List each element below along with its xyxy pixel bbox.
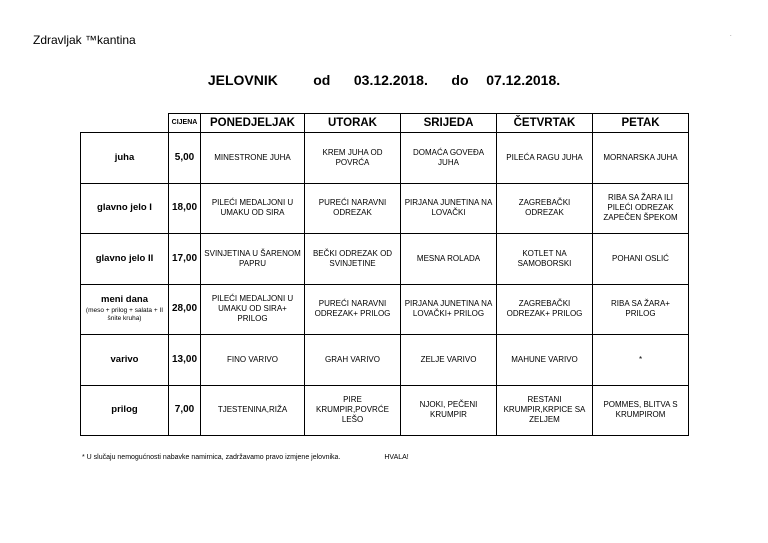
price-cell: 7,00: [169, 385, 201, 436]
dish-cell: FINO VARIVO: [201, 335, 305, 386]
category-cell: [81, 385, 169, 436]
price-cell: 18,00: [169, 183, 201, 234]
category-name: prilog: [111, 404, 138, 416]
table-row: [81, 133, 689, 184]
footnote-text: * U slučaju nemogućnosti nabavke namirnica, zadržavamo pravo izmjene jelovnika.: [82, 454, 341, 461]
dish-cell: POMMES, BLITVA S KRUMPIROM: [593, 385, 689, 436]
price-column-header: CIJENA: [169, 114, 201, 133]
category-cell: [81, 234, 169, 285]
category-name: glavno jelo II: [95, 252, 154, 264]
menu-title: [0, 72, 768, 88]
date-from-label: od: [313, 72, 331, 88]
table-row: [81, 234, 689, 285]
day-header-thursday: ČETVRTAK: [497, 114, 593, 133]
dish-cell: PILEĆA RAGU JUHA: [497, 133, 593, 184]
dish-cell: TJESTENINA,RIŽA: [201, 385, 305, 436]
dish-cell: RIBA SA ŽARA+ PRILOG: [593, 284, 689, 335]
dish-cell: KOTLET NA SAMOBORSKI: [497, 234, 593, 285]
day-header-friday: PETAK: [593, 114, 689, 133]
price-cell: 17,00: [169, 234, 201, 285]
table-row: [81, 183, 689, 234]
organization-name: Zdravljak ™kantina: [33, 33, 136, 47]
day-header-monday: PONEDJELJAK: [201, 114, 305, 133]
dish-cell: DOMAĆA GOVEĐA JUHA: [401, 133, 497, 184]
footnote-thanks: HVALA!: [384, 454, 409, 461]
category-name: glavno jelo I: [97, 202, 152, 214]
empty-header-cell: [81, 114, 169, 133]
date-from: 03.12.2018.: [353, 72, 428, 88]
category-cell: [81, 183, 169, 234]
dish-cell: GRAH VARIVO: [305, 335, 401, 386]
dish-cell: PIRJANA JUNETINA NA LOVAČKI+ PRILOG: [401, 284, 497, 335]
category-subtitle: (meso + prilog + salata + II šnite kruha): [85, 306, 164, 323]
day-header-tuesday: UTORAK: [305, 114, 401, 133]
dish-cell: KREM JUHA OD POVRĆA: [305, 133, 401, 184]
category-cell: [81, 335, 169, 386]
dish-cell: PIRJANA JUNETINA NA LOVAČKI: [401, 183, 497, 234]
dish-cell: ZAGREBAČKI ODREZAK+ PRILOG: [497, 284, 593, 335]
category-cell: [81, 284, 169, 335]
date-to-label: do: [451, 72, 469, 88]
dish-cell: MESNA ROLADA: [401, 234, 497, 285]
dish-cell: ZELJE VARIVO: [401, 335, 497, 386]
table-row: [81, 335, 689, 386]
dish-cell: MORNARSKA JUHA: [593, 133, 689, 184]
dish-cell: BEČKI ODREZAK OD SVINJETINE: [305, 234, 401, 285]
menu-table: [80, 113, 689, 436]
dish-cell: *: [593, 335, 689, 386]
date-to: 07.12.2018.: [486, 72, 561, 88]
category-cell: [81, 133, 169, 184]
dish-cell: NJOKI, PEČENI KRUMPIR: [401, 385, 497, 436]
table-row: [81, 385, 689, 436]
dish-cell: MAHUNE VARIVO: [497, 335, 593, 386]
price-cell: 5,00: [169, 133, 201, 184]
price-cell: 28,00: [169, 284, 201, 335]
dish-cell: MINESTRONE JUHA: [201, 133, 305, 184]
dish-cell: PILEĆI MEDALJONI U UMAKU OD SIRA+ PRILOG: [201, 284, 305, 335]
category-name: varivo: [110, 353, 139, 365]
footnote: [82, 454, 409, 461]
table-row: [81, 284, 689, 335]
table-header-row: [81, 114, 689, 133]
dish-cell: PUREĆI NARAVNI ODREZAK: [305, 183, 401, 234]
category-name: meni dana: [101, 294, 148, 306]
dish-cell: PUREĆI NARAVNI ODREZAK+ PRILOG: [305, 284, 401, 335]
corner-mark: .: [730, 32, 732, 38]
dish-cell: ZAGREBAČKI ODREZAK: [497, 183, 593, 234]
day-header-wednesday: SRIJEDA: [401, 114, 497, 133]
dish-cell: SVINJETINA U ŠARENOM PAPRU: [201, 234, 305, 285]
dish-cell: PILEĆI MEDALJONI U UMAKU OD SIRA: [201, 183, 305, 234]
menu-title-label: JELOVNIK: [207, 72, 278, 88]
dish-cell: PIRE KRUMPIR,POVRĆE LEŠO: [305, 385, 401, 436]
category-name: juha: [114, 151, 135, 163]
dish-cell: RESTANI KRUMPIR,KRPICE SA ZELJEM: [497, 385, 593, 436]
dish-cell: RIBA SA ŽARA ILI PILEĆI ODREZAK ZAPEČEN ŠPEKOM: [593, 183, 689, 234]
price-cell: 13,00: [169, 335, 201, 386]
dish-cell: POHANI OSLIĆ: [593, 234, 689, 285]
